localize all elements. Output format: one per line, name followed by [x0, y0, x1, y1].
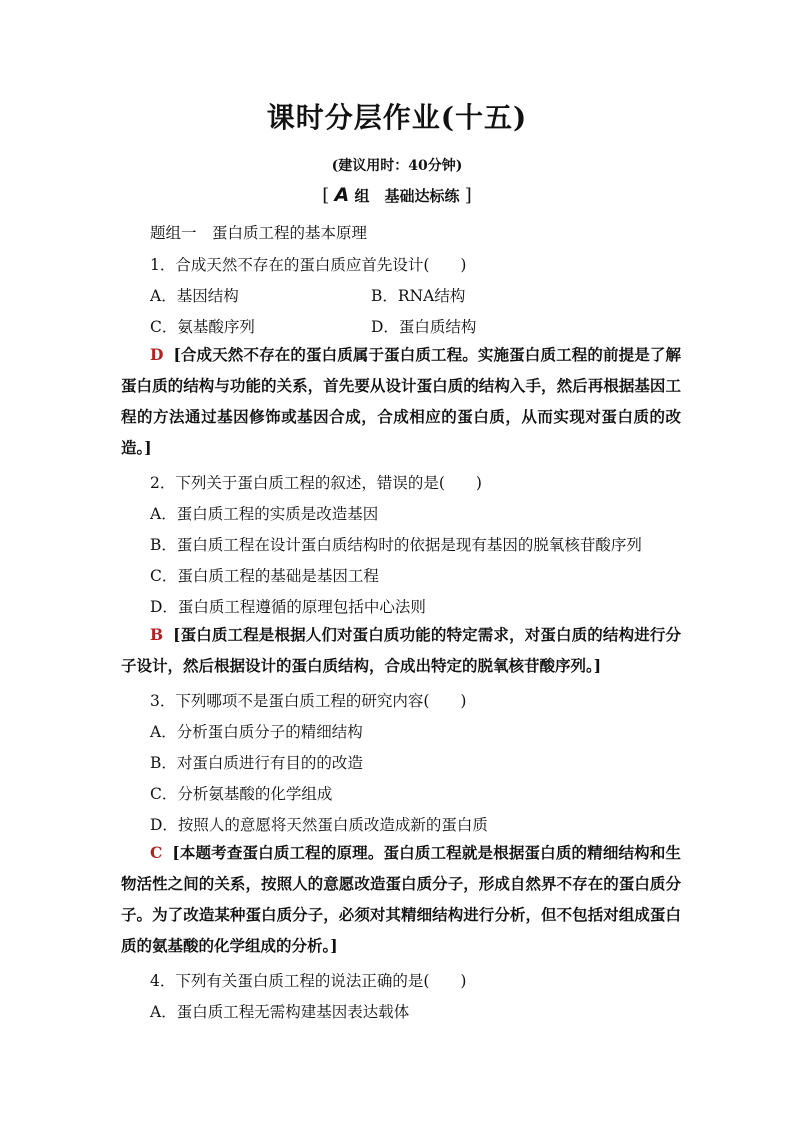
group-letter: A: [334, 184, 350, 206]
question-1-option-b: B．RNA结构: [371, 287, 466, 305]
question-2-option-c: C．蛋白质工程的基础是基因工程: [150, 567, 379, 585]
question-1-option-a: A．基因结构: [150, 287, 239, 305]
question-1-option-d: D．蛋白质结构: [371, 318, 477, 336]
suggested-time: (建议用时：40分钟): [331, 158, 463, 174]
question-3-option-d: D．按照人的意愿将天然蛋白质改造成新的蛋白质: [150, 816, 488, 834]
question-2-option-a: A．蛋白质工程的实质是改造基因: [150, 505, 379, 523]
question-3-answer-letter: C: [150, 843, 163, 862]
question-3-answer: [121, 837, 681, 961]
question-1-answer: [121, 339, 681, 463]
question-3-option-c: C．分析氨基酸的化学组成: [150, 785, 333, 803]
page-title: 课时分层作业(十五): [266, 101, 528, 134]
question-2-option-d: D．蛋白质工程遵循的原理包括中心法则: [150, 598, 426, 616]
group-bracket-close: ]: [464, 185, 472, 206]
question-2-stem: 2．下列关于蛋白质工程的叙述，错误的是( ): [150, 474, 482, 492]
question-1-answer-letter: D: [150, 345, 164, 364]
question-1-stem: 1．合成天然不存在的蛋白质应首先设计( ): [150, 256, 467, 274]
group-bracket-open: [: [322, 185, 330, 206]
question-2-explanation: [蛋白质工程是根据人们对蛋白质功能的特定需求，对蛋白质的结构进行分子设计，然后根据设计的蛋白质结构，合成出特定的脱氧核苷酸序列。]: [121, 625, 681, 675]
question-1-explanation: [合成天然不存在的蛋白质属于蛋白质工程。实施蛋白质工程的前提是了解蛋白质的结构与功能的关系，首先要从设计蛋白质的结构入手，然后再根据基因工程的方法通过基因修饰或基因合成，合成相应的蛋白质，从而实现对蛋白质的改造。]: [121, 345, 681, 457]
question-4-stem: 4．下列有关蛋白质工程的说法正确的是( ): [150, 972, 467, 990]
question-2-option-b: B．蛋白质工程在设计蛋白质结构时的依据是现有基因的脱氧核苷酸序列: [150, 536, 642, 554]
question-1-option-c: C．氨基酸序列: [150, 318, 255, 336]
question-2-answer: [121, 619, 681, 681]
question-3-stem: 3．下列哪项不是蛋白质工程的研究内容( ): [150, 692, 467, 710]
section-heading: 题组一 蛋白质工程的基本原理: [150, 224, 368, 242]
group-heading: [0, 184, 794, 206]
question-4-option-a: A．蛋白质工程无需构建基因表达载体: [150, 1003, 410, 1021]
question-3-option-a: A．分析蛋白质分子的精细结构: [150, 723, 363, 741]
question-3-explanation: [本题考查蛋白质工程的原理。蛋白质工程就是根据蛋白质的精细结构和生物活性之间的关系，按照人的意愿改造蛋白质分子，形成自然界不存在的蛋白质分子。为了改造某种蛋白质分子，必须对其精细结构进行分析，但不包括对组成蛋白质的氨基酸的化学组成的分析。]: [121, 843, 681, 955]
group-label: 组 基础达标练: [354, 187, 460, 205]
question-3-option-b: B．对蛋白质进行有目的的改造: [150, 754, 363, 772]
question-2-answer-letter: B: [150, 625, 164, 644]
